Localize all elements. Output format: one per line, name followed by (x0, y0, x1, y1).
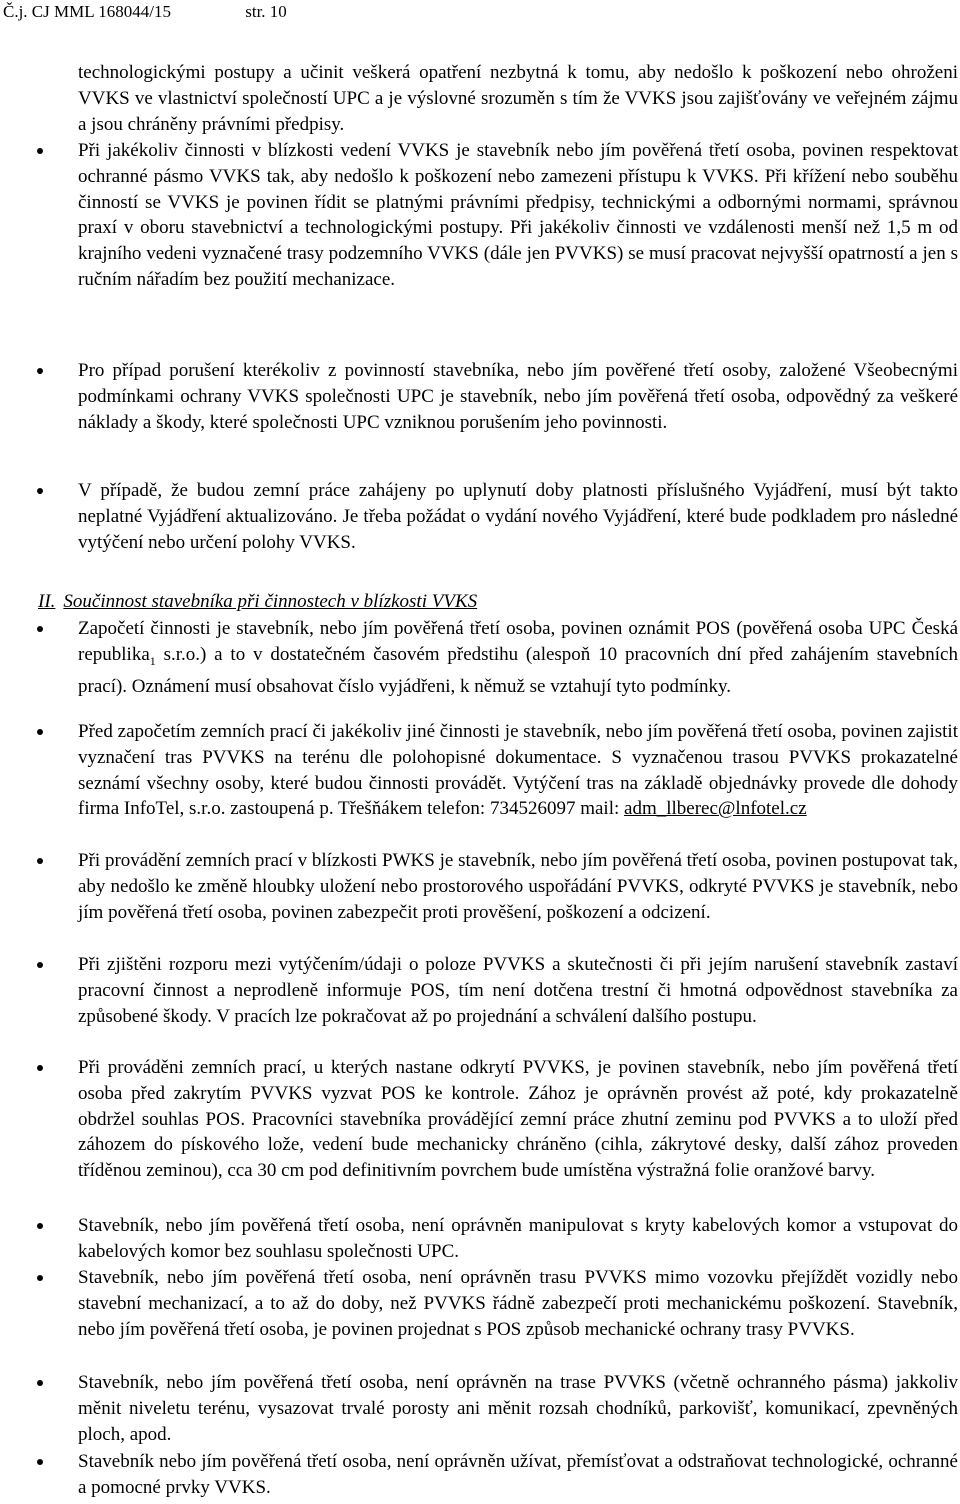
section-heading (38, 589, 477, 615)
bullet-icon (37, 858, 43, 864)
bullet-icon (37, 729, 43, 735)
bullet-text: Stavebník, nebo jím pověřená třetí osoba, není oprávněn na trase PVVKS (včetně ochranného pásma) jakkoliv měnit niveletu terénu, vysazovat trvalé porosty ani měnit rozsah chodníků, parkovišť, komunikací, zpevněných ploch, apod. (78, 1372, 958, 1445)
bullet-icon (37, 1275, 43, 1281)
list-item (0, 358, 960, 435)
list-item (0, 952, 960, 1029)
list-item (0, 1265, 960, 1342)
bullet-text: Započetí činnosti je stavebník, nebo jím pověřená třetí osoba, povinen oznámit POS (pověřená osoba UPC Česká republika$_1$ s.r.o.) a to v dostatečném časovém předstihu (alespoň 10 pracovních dní před zahájením stavebních prací). Oznámení musí obsahovat číslo vyjádřeni, k němuž se vztahují tyto podmínky. (78, 618, 958, 698)
bullet-icon (37, 626, 43, 632)
bullet-icon (37, 1065, 43, 1071)
bullet-icon (37, 1223, 43, 1229)
list-item (0, 719, 960, 822)
bullet-icon (37, 1459, 43, 1465)
bullet-icon (37, 148, 43, 154)
list-item (0, 848, 960, 925)
bullet-text: Při jakékoliv činnosti v blízkosti vedení VVKS je stavebník nebo jím pověřená třetí osoba, povinen respektovat ochranné pásmo VVKS tak, aby nedošlo k poškození nebo zamezeni přístupu k VVKS. Při křížení nebo souběhu činností se VVKS je povinen řídit se platnými právními předpisy, technickými a odbornými normami, správnou praxí v oboru stavebnictví a technologickými postupy. Při jakékoliv činnosti ve vzdálenosti menší než 1,5 m od krajního vedeni vyznačené trasy podzemního VVKS (dále jen PVVKS) se musí pracovat nejvyšší opatrností a jen s ručním nářadím bez použití mechanizace. (78, 140, 958, 290)
bullet-text: Stavebník, nebo jím pověřená třetí osoba, není oprávněn trasu PVVKS mimo vozovku přejíždět vozidly nebo stavební mechanizací, a to až do doby, než PVVKS řádně zabezpečí proti mechanickému poškození. Stavebník, nebo jím pověřená třetí osoba, je povinen projednat s POS způsob mechanické ochrany trasy PVVKS. (78, 1267, 958, 1340)
list-item (0, 478, 960, 555)
bullet-text: Stavebník nebo jím pověřená třetí osoba, není oprávněn užívat, přemísťovat a odstraňovat technologické, ochranné a pomocné prvky VVKS. (78, 1451, 958, 1498)
subscript: 1 (149, 653, 156, 668)
bullet-icon (37, 368, 43, 374)
list-item (0, 616, 960, 700)
bullet-text: Při zjištěni rozporu mezi vytýčením/údaji o poloze PVVKS a skutečnosti či při jejím narušení stavebník zastaví pracovní činnost a neprodleně informuje POS, tím není dotčena trestní či hmotná odpovědnost stavebníka za způsobené škody. V pracích lze pokračovat až po projednání a schválení dalšího postupu. (78, 954, 958, 1027)
list-item (0, 1055, 960, 1184)
intro-paragraph: technologickými postupy a učinit veškerá opatření nezbytná k tomu, aby nedošlo k poškození nebo ohroženi VVKS ve vlastnictví společností UPC a je výslovné srozuměn s tím že VVKS jsou zajišťovány ve veřejném zájmu a jsou chráněny právními předpisy. (78, 62, 958, 135)
reference-number: Č.j. CJ MML 168044/15 (3, 2, 171, 21)
section-title: Součinnost stavebníka při činnostech v blízkosti VVKS (63, 591, 478, 612)
list-item (0, 1213, 960, 1265)
bullet-icon (37, 962, 43, 968)
bullet-icon (37, 488, 43, 494)
bullet-text: V případě, že budou zemní práce zahájeny po uplynutí doby platnosti příslušného Vyjádření, musí být takto neplatné Vyjádření aktualizováno. Je třeba požádat o vydání nového Vyjádření, které bude podkladem pro následné vytýčení nebo určení polohy VVKS. (78, 480, 958, 553)
bullet-text: Při provádění zemních prací v blízkosti PWKS je stavebník, nebo jím pověřená třetí osoba, povinen postupovat tak, aby nedošlo ke změně hloubky uložení nebo prostorového uspořádání PVVKS, odkryté PVVKS je stavebník, nebo jím pověřená třetí osoba, povinen zabezpečit proti prověšení, poškození a odcizení. (78, 850, 958, 923)
bullet-text: Při prováděni zemních prací, u kterých nastane odkrytí PVVKS, je povinen stavebník, nebo jím pověřená třetí osoba před zakrytím PVVKS vyzvat POS ke kontrole. Zához je oprávněn provést až poté, kdy prokazatelně obdržel souhlas POS. Pracovníci stavebníka provádějící zemní práce zhutní zeminu pod PVVKS a to uloží před záhozem do pískového lože, vedení bude mechanicky chráněno (cihla, zákrytové desky, další zához proveden tříděnou zeminou), cca 30 cm pod definitivním povrchem bude umístěna výstražná folie oranžové barvy. (78, 1057, 958, 1182)
page-header (3, 1, 287, 23)
bullet-text: Před započetím zemních prací či jakékoliv jiné činnosti je stavebník, nebo jím pověřená třetí osoba, povinen zajistit vyznačení tras PVVKS na terénu dle polohopisné dokumentace. S vyznačenou trasou PVVKS prokazatelné seznámí všechny osoby, které budou činnosti provádět. Vytýčení tras na základě objednávky provede dle dohody firma InfoTel, s.r.o. zastoupená p. Třešňákem telefon: 734526097 mail: adm_llberec@lnfotel.cz (78, 721, 958, 820)
email-link[interactable]: adm_llberec@lnfotel.cz (624, 798, 807, 820)
section-number: II. (38, 591, 56, 612)
page-number: str. 10 (245, 2, 287, 21)
list-item (0, 1449, 960, 1501)
bullet-text: Stavebník, nebo jím pověřená třetí osoba, není oprávněn manipulovat s kryty kabelových komor a vstupovat do kabelových komor bez souhlasu společnosti UPC. (78, 1215, 958, 1262)
list-item (0, 1370, 960, 1447)
bullet-text: Pro případ porušení kterékoliv z povinností stavebníka, nebo jím pověřené třetí osoby, založené Všeobecnými podmínkami ochrany VVKS společnosti UPC je stavebník, nebo jím pověřená třetí osoba, odpovědný za veškeré náklady a škody, které společnosti UPC vzniknou porušením jeho povinnosti. (78, 360, 958, 433)
list-item (0, 138, 960, 293)
bullet-icon (37, 1380, 43, 1386)
